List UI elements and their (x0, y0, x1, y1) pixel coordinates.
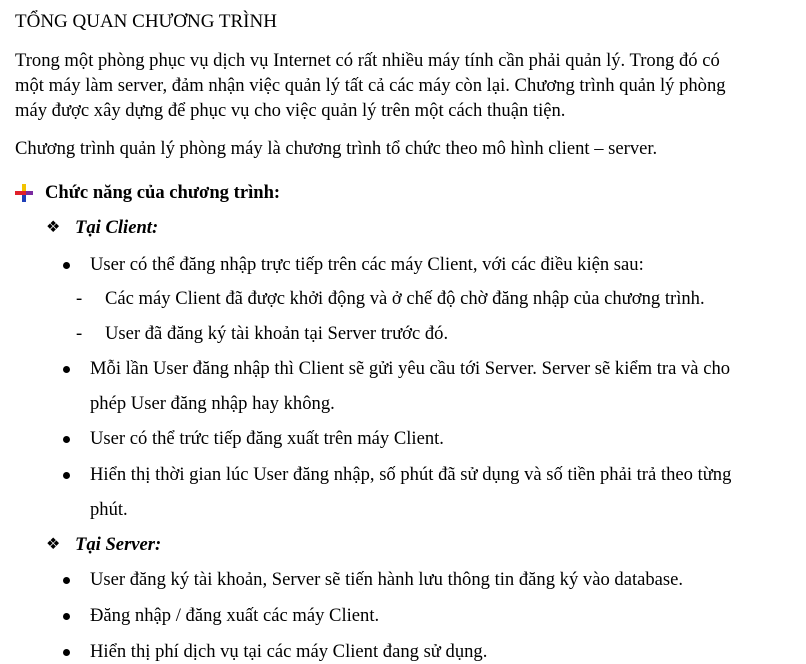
client-item-2-line-2: phép User đăng nhập hay không. (90, 393, 335, 414)
server-item-1: User đăng ký tài khoản, Server sẽ tiến hành lưu thông tin đăng ký vào database. (90, 569, 684, 590)
model-paragraph: Chương trình quản lý phòng máy là chương trình tổ chức theo mô hình client – server. (15, 138, 658, 159)
client-subitem-1: Các máy Client đã được khởi động và ở chế độ chờ đăng nhập của chương trình. (105, 288, 705, 309)
client-heading: Tại Client: (75, 217, 159, 238)
dash-marker: - (76, 288, 83, 309)
features-heading: Chức năng của chương trình: (45, 182, 281, 203)
client-item-2-line-1: Mỗi lần User đăng nhập thì Client sẽ gửi yêu cầu tới Server. Server sẽ kiểm tra và cho (90, 358, 731, 379)
bullet-dot (63, 472, 70, 479)
four-diamond-icon: ❖ (46, 219, 61, 236)
server-item-2: Đăng nhập / đăng xuất các máy Client. (90, 605, 380, 626)
four-diamond-icon: ❖ (46, 536, 61, 553)
client-item-1: User có thể đăng nhập trực tiếp trên các máy Client, với các điều kiện sau: (90, 254, 644, 275)
server-heading: Tại Server: (75, 534, 162, 555)
client-item-4-line-1: Hiển thị thời gian lúc User đăng nhập, số phút đã sử dụng và số tiền phải trả theo từng (90, 464, 732, 485)
bullet-dot (63, 436, 70, 443)
dash-marker: - (76, 323, 83, 344)
intro-line-1: Trong một phòng phục vụ dịch vụ Internet có rất nhiều máy tính cần phải quản lý. Trong đó có (15, 50, 720, 71)
bullet-dot (63, 577, 70, 584)
bullet-dot (63, 613, 70, 620)
client-subitem-2: User đã đăng ký tài khoản tại Server trước đó. (105, 323, 449, 344)
client-item-4-line-2: phút. (90, 499, 128, 520)
client-item-3: User có thể trức tiếp đăng xuất trên máy Client. (90, 428, 444, 449)
bullet-dot (63, 262, 70, 269)
server-item-3: Hiển thị phí dịch vụ tại các máy Client đang sử dụng. (90, 641, 488, 662)
plus-cross-icon (15, 184, 33, 202)
intro-line-2: một máy làm server, đảm nhận việc quản lý tất cả các máy còn lại. Chương trình quản lý phòng (15, 75, 726, 96)
bullet-dot (63, 649, 70, 656)
bullet-dot (63, 366, 70, 373)
document-title: TỔNG QUAN CHƯƠNG TRÌNH (15, 11, 277, 32)
intro-line-3: máy được xây dựng để phục vụ cho việc quản lý trên một cách thuận tiện. (15, 100, 566, 121)
